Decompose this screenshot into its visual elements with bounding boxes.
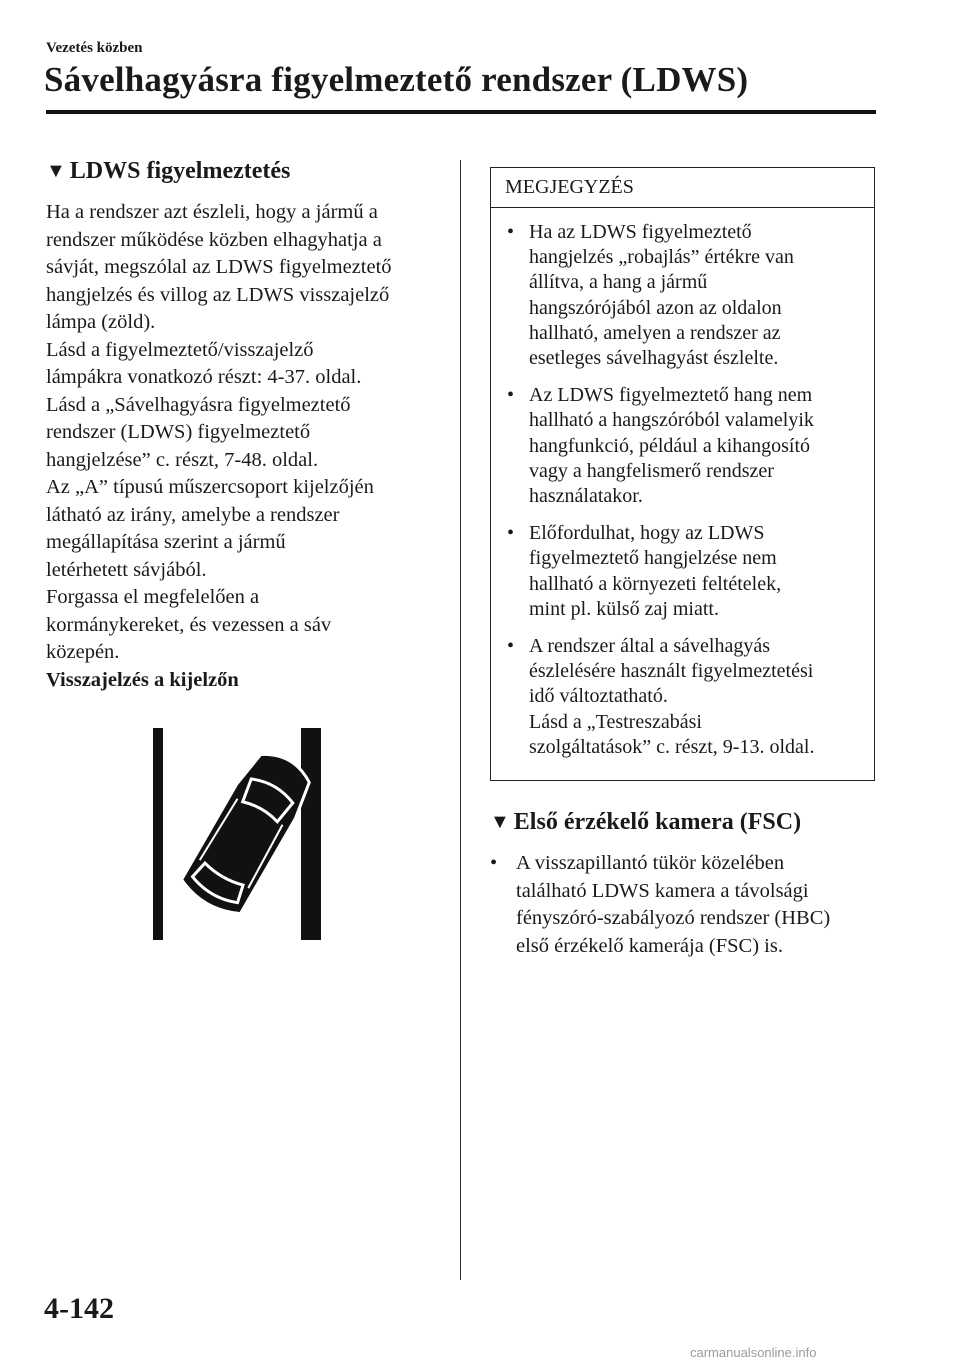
list-item-line: Lásd a „Testreszabási	[529, 710, 702, 733]
list-item	[503, 383, 862, 509]
chapter-label: Vezetés közben	[46, 40, 143, 56]
body-line: közepén.	[46, 641, 120, 663]
list-item-line: szolgáltatások” c. részt, 9-13. oldal.	[529, 735, 815, 758]
body-line: lámpa (zöld).	[46, 311, 156, 333]
list-item-line: állítva, a hang a jármű	[529, 271, 708, 294]
list-item-line: A visszapillantó tükör közelében	[516, 852, 785, 875]
page-number: 4-142	[44, 1292, 114, 1325]
right-column	[490, 167, 875, 960]
list-item	[503, 521, 862, 622]
list-item-text	[529, 634, 862, 760]
title-rule	[46, 110, 876, 114]
list-item-line: vagy a hangfelismerő rendszer	[529, 459, 774, 482]
page-title: Sávelhagyásra figyelmeztető rendszer (LDWS)	[44, 60, 749, 99]
watermark: carmanualsonline.info	[690, 1345, 817, 1360]
car-lane-departure-icon	[151, 728, 331, 943]
list-item-line: hangjelzés „robajlás” értékre van	[529, 246, 794, 269]
left-body-text	[46, 199, 441, 667]
left-column	[46, 158, 441, 943]
list-item-line: A rendszer által a sávelhagyás	[529, 635, 771, 658]
bullet-dot-icon: •	[490, 852, 498, 875]
list-item	[490, 850, 875, 960]
list-item-line: mint pl. külső zaj miatt.	[529, 597, 719, 620]
section-heading-fsc	[490, 809, 875, 836]
body-line: látható az irány, amelybe a rendszer	[46, 503, 340, 526]
figure-caption: Visszajelzés a kijelzőn	[46, 668, 239, 691]
down-triangle-icon: ▼	[490, 811, 510, 834]
body-line: sávját, megszólal az LDWS figyelmeztető	[46, 256, 392, 278]
section-heading-ldws-warning	[46, 158, 441, 185]
list-item	[503, 220, 862, 371]
body-line: Lásd a „Sávelhagyásra figyelmeztető	[46, 393, 351, 416]
list-item-line: fényszóró-szabályozó rendszer (HBC)	[516, 907, 831, 930]
list-item-text	[529, 220, 862, 371]
list-item-line: Az LDWS figyelmeztető hang nem	[529, 384, 813, 407]
list-item	[503, 634, 862, 760]
bullet-dot-icon: •	[507, 384, 515, 407]
list-item-line: hallható, amelyen a rendszer az	[529, 321, 781, 344]
list-item-line: esetleges sávelhagyást észlelte.	[529, 347, 779, 370]
bullet-dot-icon: •	[507, 522, 515, 545]
body-line: hangjelzése” c. részt, 7-48. oldal.	[46, 448, 319, 471]
body-line: lámpákra vonatkozó részt: 4-37. oldal.	[46, 366, 362, 388]
column-divider	[460, 160, 461, 1280]
down-triangle-icon: ▼	[46, 160, 66, 182]
list-item-line: első érzékelő kamerája (FSC) is.	[516, 934, 783, 957]
body-line: Lásd a figyelmeztető/visszajelző	[46, 338, 314, 361]
body-line: letérhetett sávjából.	[46, 558, 207, 581]
body-line: Az „A” típusú műszercsoport kijelzőjén	[46, 476, 374, 498]
right-lane-line	[301, 728, 321, 940]
body-line: Ha a rendszer azt észleli, hogy a jármű a	[46, 201, 378, 223]
bullet-dot-icon: •	[507, 221, 515, 243]
body-line: kormánykereket, és vezessen a sáv	[46, 613, 332, 636]
left-lane-line	[153, 728, 163, 940]
note-heading: MEGJEGYZÉS	[491, 168, 874, 208]
body-line: rendszer (LDWS) figyelmeztető	[46, 421, 311, 443]
list-item-text	[529, 383, 862, 509]
list-item-line: Előfordulhat, hogy az LDWS	[529, 522, 765, 545]
list-item-text	[516, 850, 875, 960]
section-heading-text: LDWS figyelmeztetés	[69, 158, 291, 184]
list-item-line: használatakor.	[529, 485, 643, 508]
list-item-line: hangfunkció, például a kihangosító	[529, 434, 811, 457]
list-item-line: található LDWS kamera a távolsági	[516, 879, 809, 902]
list-item-text	[529, 521, 862, 622]
body-line: megállapítása szerint a jármű	[46, 531, 286, 553]
list-item-line: észlelésére használt figyelmeztetési	[529, 660, 814, 683]
list-item-line: figyelmeztető hangjelzése nem	[529, 547, 777, 570]
list-item-line: idő változtatható.	[529, 685, 668, 708]
list-item-line: Ha az LDWS figyelmeztető	[529, 221, 752, 243]
bullet-dot-icon: •	[507, 635, 515, 658]
note-list	[491, 208, 874, 780]
body-line: rendszer működése közben elhagyhatja a	[46, 228, 382, 251]
note-box	[490, 167, 875, 781]
body-line: Forgassa el megfelelően a	[46, 586, 260, 608]
list-item-line: hangszórójából azon az oldalon	[529, 296, 782, 319]
list-item-line: hallható a környezeti feltételek,	[529, 572, 782, 595]
fsc-list	[490, 850, 875, 960]
body-line: hangjelzés és villog az LDWS visszajelző	[46, 283, 390, 306]
car-body	[178, 744, 319, 921]
list-item-line: hallható a hangszóróból valamelyik	[529, 409, 814, 432]
section-heading-text: Első érzékelő kamera (FSC)	[513, 809, 802, 836]
